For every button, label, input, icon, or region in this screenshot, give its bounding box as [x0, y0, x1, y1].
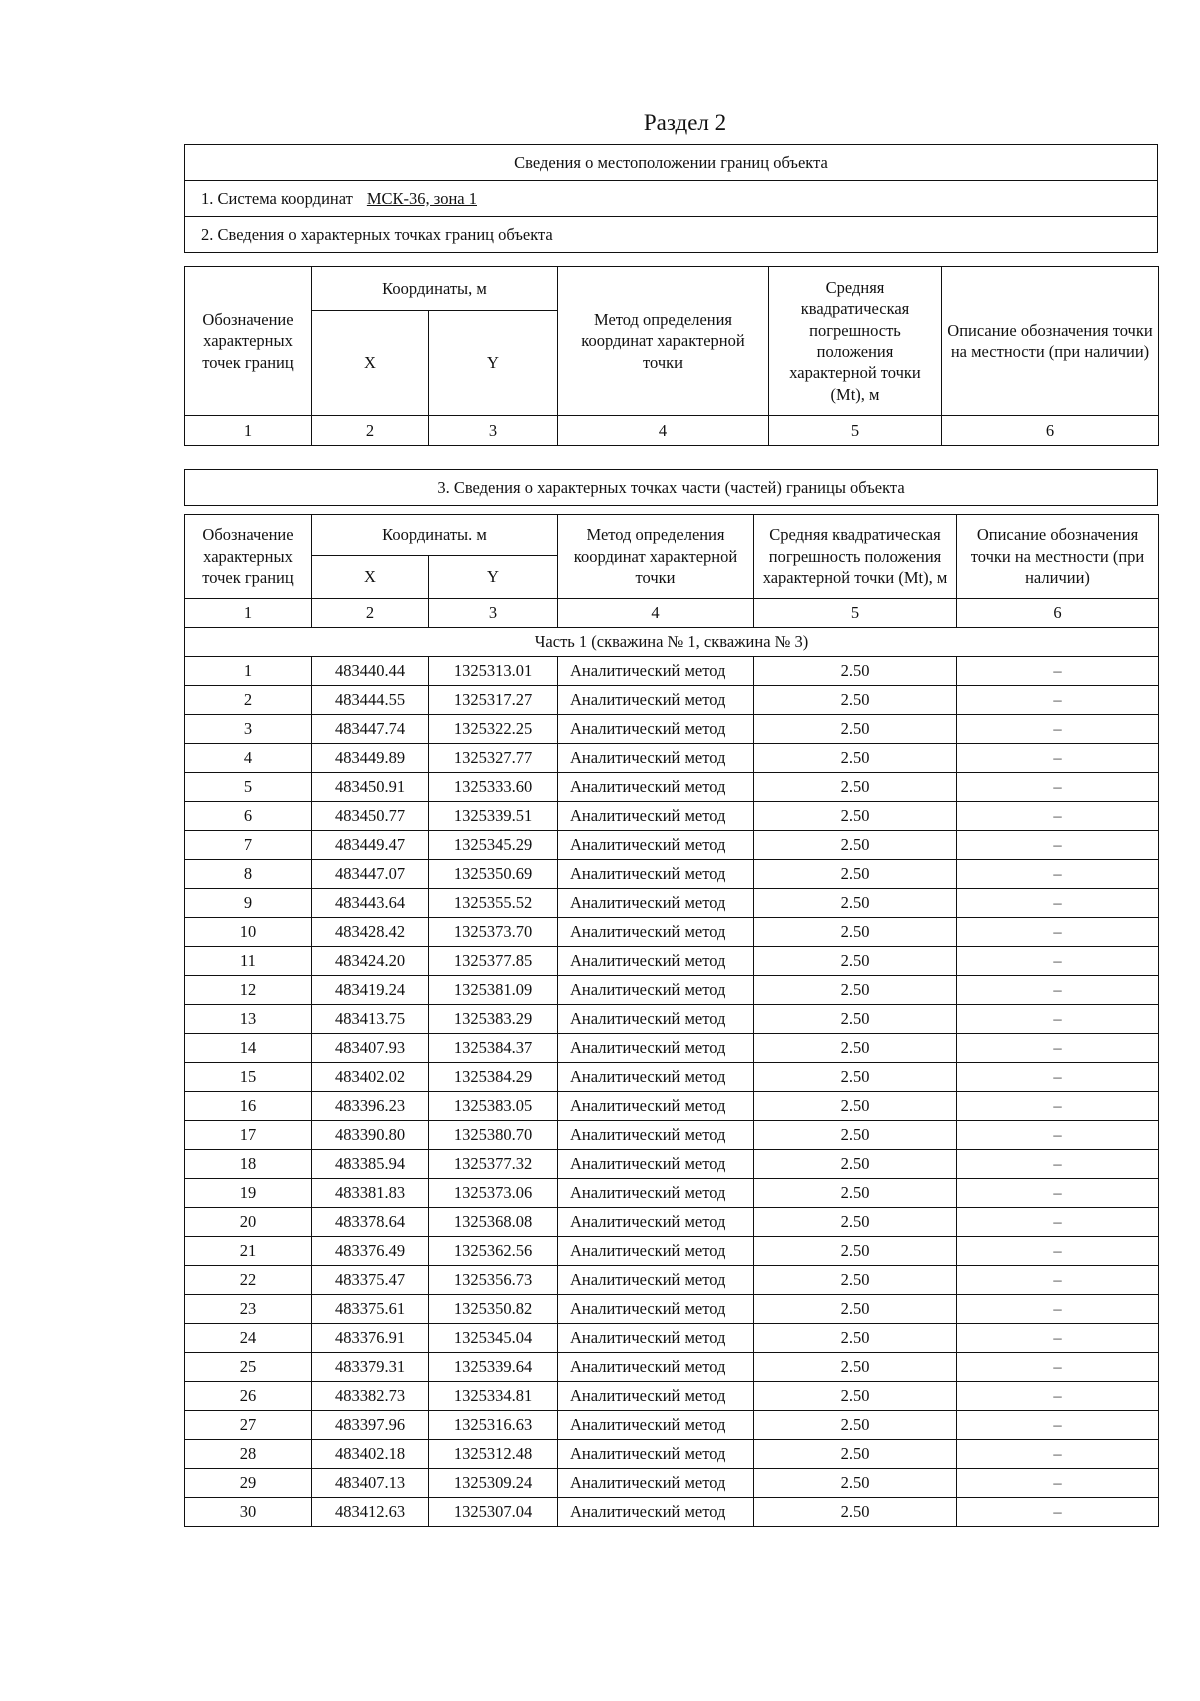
coord-x: 483449.47	[312, 831, 429, 860]
point-number: 2	[185, 686, 312, 715]
description: –	[957, 947, 1159, 976]
description: –	[957, 1498, 1159, 1527]
mt-value: 2.50	[754, 860, 957, 889]
part-header-table	[184, 469, 1158, 506]
col-number: 6	[957, 599, 1159, 628]
method: Аналитический метод	[558, 1092, 754, 1121]
point-number: 6	[185, 802, 312, 831]
mt-value: 2.50	[754, 1237, 957, 1266]
col-method-header: Метод определения координат характерной точки	[558, 515, 754, 599]
coord-y: 1325345.04	[429, 1324, 558, 1353]
part-header: 3. Сведения о характерных точках части (частей) границы объекта	[185, 470, 1158, 506]
method: Аналитический метод	[558, 802, 754, 831]
coord-x: 483375.47	[312, 1266, 429, 1295]
point-number: 11	[185, 947, 312, 976]
table-row	[185, 1440, 1159, 1469]
col-number: 5	[754, 599, 957, 628]
col-mt-header: Средняя квадратическая погрешность положения характерной точки (Mt), м	[769, 267, 942, 416]
coord-y: 1325373.70	[429, 918, 558, 947]
coord-x: 483376.49	[312, 1237, 429, 1266]
table-row	[185, 773, 1159, 802]
coord-x: 483449.89	[312, 744, 429, 773]
coord-y: 1325309.24	[429, 1469, 558, 1498]
coord-y: 1325381.09	[429, 976, 558, 1005]
points-header: 2. Сведения о характерных точках границ объекта	[185, 217, 1158, 253]
section-header: Сведения о местоположении границ объекта	[185, 145, 1158, 181]
coord-system-cell	[185, 181, 1158, 217]
description: –	[957, 1324, 1159, 1353]
table-row	[185, 657, 1159, 686]
table-row	[185, 1382, 1159, 1411]
table-row	[185, 1498, 1159, 1527]
mt-value: 2.50	[754, 1382, 957, 1411]
coord-y: 1325345.29	[429, 831, 558, 860]
description: –	[957, 1092, 1159, 1121]
description: –	[957, 657, 1159, 686]
coord-y: 1325384.29	[429, 1063, 558, 1092]
mt-value: 2.50	[754, 976, 957, 1005]
mt-value: 2.50	[754, 1092, 957, 1121]
mt-value: 2.50	[754, 1005, 957, 1034]
point-number: 22	[185, 1266, 312, 1295]
coord-y: 1325356.73	[429, 1266, 558, 1295]
description: –	[957, 1440, 1159, 1469]
col-y-header: Y	[429, 556, 558, 599]
coord-x: 483447.74	[312, 715, 429, 744]
coord-x: 483375.61	[312, 1295, 429, 1324]
coord-x: 483424.20	[312, 947, 429, 976]
coord-y: 1325377.85	[429, 947, 558, 976]
method: Аналитический метод	[558, 1005, 754, 1034]
coord-y: 1325333.60	[429, 773, 558, 802]
coord-x: 483402.02	[312, 1063, 429, 1092]
coord-x: 483385.94	[312, 1150, 429, 1179]
coord-x: 483396.23	[312, 1092, 429, 1121]
mt-value: 2.50	[754, 802, 957, 831]
col-y-header: Y	[429, 311, 558, 416]
point-number: 28	[185, 1440, 312, 1469]
table-row	[185, 1034, 1159, 1063]
method: Аналитический метод	[558, 773, 754, 802]
coord-x: 483397.96	[312, 1411, 429, 1440]
description: –	[957, 686, 1159, 715]
mt-value: 2.50	[754, 918, 957, 947]
col-number: 5	[769, 416, 942, 446]
coord-y: 1325339.64	[429, 1353, 558, 1382]
coord-y: 1325327.77	[429, 744, 558, 773]
table-row	[185, 1295, 1159, 1324]
description: –	[957, 1469, 1159, 1498]
method: Аналитический метод	[558, 1295, 754, 1324]
coord-y: 1325377.32	[429, 1150, 558, 1179]
col-number: 1	[185, 416, 312, 446]
point-number: 25	[185, 1353, 312, 1382]
table-row	[185, 1063, 1159, 1092]
table-row	[185, 1005, 1159, 1034]
table-row	[185, 1179, 1159, 1208]
method: Аналитический метод	[558, 889, 754, 918]
method: Аналитический метод	[558, 918, 754, 947]
coord-x: 483381.83	[312, 1179, 429, 1208]
coord-y: 1325307.04	[429, 1498, 558, 1527]
mt-value: 2.50	[754, 1150, 957, 1179]
coord-x: 483447.07	[312, 860, 429, 889]
point-number: 3	[185, 715, 312, 744]
method: Аналитический метод	[558, 1063, 754, 1092]
location-info-table	[184, 144, 1158, 253]
description: –	[957, 1034, 1159, 1063]
point-number: 16	[185, 1092, 312, 1121]
method: Аналитический метод	[558, 1237, 754, 1266]
coord-x: 483407.93	[312, 1034, 429, 1063]
description: –	[957, 744, 1159, 773]
table-row	[185, 1237, 1159, 1266]
coord-x: 483390.80	[312, 1121, 429, 1150]
method: Аналитический метод	[558, 976, 754, 1005]
col-method-header: Метод определения координат характерной точки	[558, 267, 769, 416]
col-coords-header: Координаты. м	[312, 515, 558, 556]
coord-y: 1325350.69	[429, 860, 558, 889]
point-number: 27	[185, 1411, 312, 1440]
description: –	[957, 773, 1159, 802]
method: Аналитический метод	[558, 686, 754, 715]
mt-value: 2.50	[754, 773, 957, 802]
coord-y: 1325355.52	[429, 889, 558, 918]
coord-y: 1325316.63	[429, 1411, 558, 1440]
part-points-table	[184, 514, 1159, 1527]
coord-x: 483413.75	[312, 1005, 429, 1034]
col-number: 4	[558, 416, 769, 446]
coord-x: 483419.24	[312, 976, 429, 1005]
coord-y: 1325380.70	[429, 1121, 558, 1150]
coord-y: 1325334.81	[429, 1382, 558, 1411]
method: Аналитический метод	[558, 715, 754, 744]
table-row	[185, 715, 1159, 744]
method: Аналитический метод	[558, 860, 754, 889]
point-number: 19	[185, 1179, 312, 1208]
method: Аналитический метод	[558, 1324, 754, 1353]
table-row	[185, 1353, 1159, 1382]
method: Аналитический метод	[558, 1208, 754, 1237]
mt-value: 2.50	[754, 947, 957, 976]
page-title: Раздел 2	[643, 110, 727, 135]
table-row	[185, 1092, 1159, 1121]
method: Аналитический метод	[558, 744, 754, 773]
table-row	[185, 686, 1159, 715]
mt-value: 2.50	[754, 657, 957, 686]
method: Аналитический метод	[558, 831, 754, 860]
mt-value: 2.50	[754, 1411, 957, 1440]
coord-y: 1325362.56	[429, 1237, 558, 1266]
coord-x: 483412.63	[312, 1498, 429, 1527]
table-row	[185, 744, 1159, 773]
description: –	[957, 889, 1159, 918]
col-desc-header: Описание обозначения точки на местности (при наличии)	[957, 515, 1159, 599]
point-number: 29	[185, 1469, 312, 1498]
method: Аналитический метод	[558, 1353, 754, 1382]
point-number: 1	[185, 657, 312, 686]
description: –	[957, 1179, 1159, 1208]
table-row	[185, 976, 1159, 1005]
coord-x: 483379.31	[312, 1353, 429, 1382]
mt-value: 2.50	[754, 1324, 957, 1353]
point-number: 9	[185, 889, 312, 918]
point-number: 15	[185, 1063, 312, 1092]
point-number: 20	[185, 1208, 312, 1237]
coord-y: 1325317.27	[429, 686, 558, 715]
method: Аналитический метод	[558, 1382, 754, 1411]
col-number: 2	[312, 416, 429, 446]
coord-y: 1325383.29	[429, 1005, 558, 1034]
description: –	[957, 1353, 1159, 1382]
point-number: 10	[185, 918, 312, 947]
description: –	[957, 1411, 1159, 1440]
point-number: 13	[185, 1005, 312, 1034]
method: Аналитический метод	[558, 657, 754, 686]
description: –	[957, 1121, 1159, 1150]
method: Аналитический метод	[558, 1440, 754, 1469]
point-number: 26	[185, 1382, 312, 1411]
coord-y: 1325368.08	[429, 1208, 558, 1237]
coord-x: 483382.73	[312, 1382, 429, 1411]
description: –	[957, 715, 1159, 744]
coord-x: 483444.55	[312, 686, 429, 715]
description: –	[957, 1208, 1159, 1237]
table-row	[185, 1324, 1159, 1353]
mt-value: 2.50	[754, 1469, 957, 1498]
col-mt-header: Средняя квадратическая погрешность положения характерной точки (Mt), м	[754, 515, 957, 599]
col-point-header: Обозначение характерных точек границ	[185, 267, 312, 416]
part-label: Часть 1 (скважина № 1, скважина № 3)	[185, 628, 1159, 657]
mt-value: 2.50	[754, 1208, 957, 1237]
col-coords-header: Координаты, м	[312, 267, 558, 311]
description: –	[957, 976, 1159, 1005]
coord-y: 1325313.01	[429, 657, 558, 686]
mt-value: 2.50	[754, 1121, 957, 1150]
point-number: 18	[185, 1150, 312, 1179]
mt-value: 2.50	[754, 1034, 957, 1063]
coord-y: 1325384.37	[429, 1034, 558, 1063]
col-desc-header: Описание обозначения точки на местности (при наличии)	[942, 267, 1159, 416]
mt-value: 2.50	[754, 686, 957, 715]
col-point-header: Обозначение характерных точек границ	[185, 515, 312, 599]
table-row	[185, 802, 1159, 831]
coord-x: 483440.44	[312, 657, 429, 686]
mt-value: 2.50	[754, 715, 957, 744]
point-number: 8	[185, 860, 312, 889]
table-row	[185, 1266, 1159, 1295]
point-number: 23	[185, 1295, 312, 1324]
method: Аналитический метод	[558, 1179, 754, 1208]
description: –	[957, 1295, 1159, 1324]
table-row	[185, 860, 1159, 889]
description: –	[957, 1237, 1159, 1266]
coord-system-label: 1. Система координат	[201, 188, 353, 208]
mt-value: 2.50	[754, 1179, 957, 1208]
point-number: 24	[185, 1324, 312, 1353]
coord-x: 483450.91	[312, 773, 429, 802]
point-number: 30	[185, 1498, 312, 1527]
table-row	[185, 1121, 1159, 1150]
table-row	[185, 1469, 1159, 1498]
description: –	[957, 831, 1159, 860]
table-row	[185, 831, 1159, 860]
description: –	[957, 1150, 1159, 1179]
method: Аналитический метод	[558, 947, 754, 976]
coord-x: 483450.77	[312, 802, 429, 831]
coord-x: 483407.13	[312, 1469, 429, 1498]
col-number: 4	[558, 599, 754, 628]
table-row	[185, 1411, 1159, 1440]
description: –	[957, 1266, 1159, 1295]
mt-value: 2.50	[754, 889, 957, 918]
mt-value: 2.50	[754, 1295, 957, 1324]
point-number: 17	[185, 1121, 312, 1150]
mt-value: 2.50	[754, 1063, 957, 1092]
table-row	[185, 889, 1159, 918]
coord-x: 483443.64	[312, 889, 429, 918]
method: Аналитический метод	[558, 1469, 754, 1498]
point-number: 4	[185, 744, 312, 773]
point-number: 12	[185, 976, 312, 1005]
coord-y: 1325322.25	[429, 715, 558, 744]
mt-value: 2.50	[754, 1266, 957, 1295]
col-x-header: X	[312, 556, 429, 599]
mt-value: 2.50	[754, 1440, 957, 1469]
method: Аналитический метод	[558, 1034, 754, 1063]
method: Аналитический метод	[558, 1150, 754, 1179]
table-row	[185, 918, 1159, 947]
col-number: 6	[942, 416, 1159, 446]
point-number: 14	[185, 1034, 312, 1063]
col-x-header: X	[312, 311, 429, 416]
coord-x: 483378.64	[312, 1208, 429, 1237]
mt-value: 2.50	[754, 831, 957, 860]
description: –	[957, 860, 1159, 889]
coord-x: 483402.18	[312, 1440, 429, 1469]
col-number: 1	[185, 599, 312, 628]
col-number: 3	[429, 416, 558, 446]
mt-value: 2.50	[754, 744, 957, 773]
table-row	[185, 1150, 1159, 1179]
coord-x: 483376.91	[312, 1324, 429, 1353]
coord-y: 1325373.06	[429, 1179, 558, 1208]
description: –	[957, 918, 1159, 947]
point-number: 5	[185, 773, 312, 802]
point-number: 21	[185, 1237, 312, 1266]
table-row	[185, 947, 1159, 976]
method: Аналитический метод	[558, 1121, 754, 1150]
boundary-points-table	[184, 266, 1159, 446]
mt-value: 2.50	[754, 1353, 957, 1382]
coord-x: 483428.42	[312, 918, 429, 947]
method: Аналитический метод	[558, 1266, 754, 1295]
coord-y: 1325312.48	[429, 1440, 558, 1469]
point-number: 7	[185, 831, 312, 860]
table-row	[185, 1208, 1159, 1237]
col-number: 2	[312, 599, 429, 628]
method: Аналитический метод	[558, 1411, 754, 1440]
method: Аналитический метод	[558, 1498, 754, 1527]
description: –	[957, 1063, 1159, 1092]
coord-system-value: МСК-36, зона 1	[366, 188, 477, 208]
coord-y: 1325350.82	[429, 1295, 558, 1324]
mt-value: 2.50	[754, 1498, 957, 1527]
description: –	[957, 1382, 1159, 1411]
description: –	[957, 802, 1159, 831]
coord-y: 1325339.51	[429, 802, 558, 831]
coord-y: 1325383.05	[429, 1092, 558, 1121]
col-number: 3	[429, 599, 558, 628]
description: –	[957, 1005, 1159, 1034]
